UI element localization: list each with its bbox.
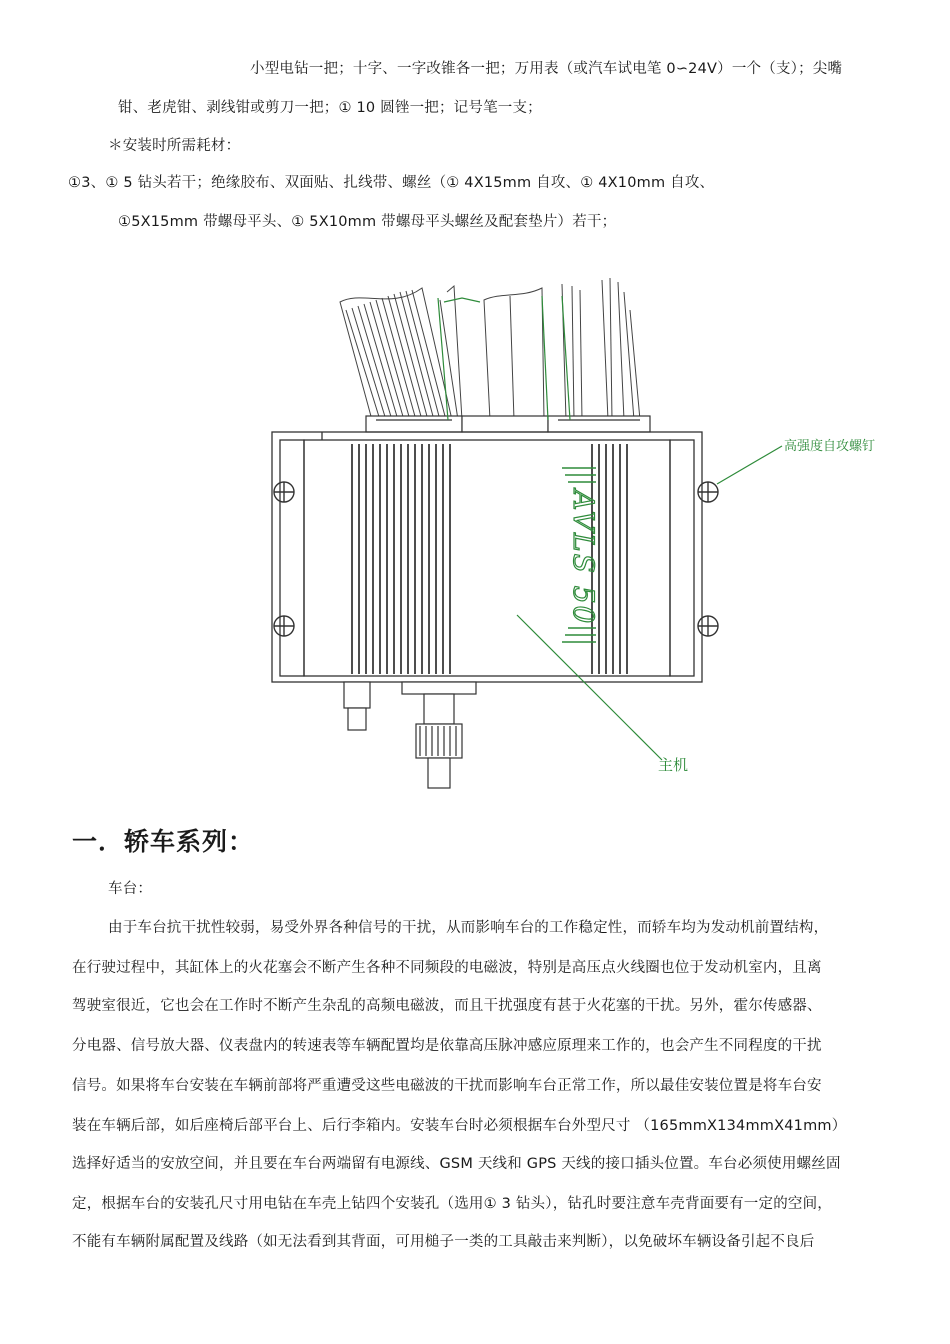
screw-label: 高强度自攻螺钉: [784, 439, 876, 454]
device-housing: [272, 432, 702, 682]
body-line: 不能有车辆附属配置及线路（如无法看到其背面，可用槌子一类的工具敲击来判断），以免破坏车辆设备引起不良后: [72, 1234, 815, 1250]
body-line: 信号。如果将车台安装在车辆前部将严重遭受这些电磁波的干扰而影响车台正常工作，所以最佳安装位置是将车台安: [72, 1078, 822, 1094]
bottom-connectors: [344, 682, 476, 788]
consumables-line-2: ①5X15mm 带螺母平头、① 5X10mm 带螺母平头螺丝及配套垫片）若干；: [118, 214, 617, 230]
cable-bundle-right: [562, 278, 640, 420]
cable-bundle-middle: [440, 286, 544, 420]
brand-mark: [562, 468, 600, 642]
body-line: 在行驶过程中，其缸体上的火花塞会不断产生各种不同频段的电磁波，特别是高压点火线圈也位于发动机室内，且离: [72, 960, 822, 976]
body-line: 驾驶室很近，它也会在工作时不断产生杂乱的高频电磁波，而且干扰强度有甚于火花塞的干扰。另外，霍尔传感器、: [72, 998, 822, 1014]
section-subheading: 车台：: [108, 881, 153, 897]
body-line: 定，根据车台的安装孔尺寸用电钻在车壳上钻四个安装孔（选用① 3 钻头），钻孔时要注意车壳背面要有一定的空间，: [72, 1196, 832, 1212]
body-line: 分电器、信号放大器、仪表盘内的转速表等车辆配置均是依靠高压脉冲感应原理来工作的，也会产生不同程度的干扰: [72, 1038, 822, 1054]
consumables-line-1: ①3、① 5 钻头若干；绝缘胶布、双面贴、扎线带、螺丝（① 4X15mm 自攻、① 4X10mm 自攻、: [68, 175, 715, 191]
tools-line-1: 小型电钻一把；十字、一字改锥各一把；万用表（或汽车试电笔 0∽24V）一个（支）；尖嘴: [250, 61, 843, 77]
consumables-title: ＊安装时所需耗材：: [108, 138, 241, 154]
brand-text: AVLS 50: [567, 490, 600, 626]
body-line: 由于车台抗干扰性较弱，易受外界各种信号的干扰，从而影响车台的工作稳定性，而轿车均为发动机前置结构，: [108, 920, 829, 936]
host-label: 主机: [658, 756, 689, 774]
connector-block: [366, 416, 650, 432]
leader-lines: [438, 296, 782, 760]
tools-line-2: 钳、老虎钳、剥线钳或剪刀一把；① 10 圆锉一把；记号笔一支；: [118, 100, 542, 116]
body-line: 选择好适当的安放空间，并且要在车台两端留有电源线、GSM 天线和 GPS 天线的接口插头位置。车台必须使用螺丝固: [72, 1156, 841, 1172]
cable-bundle-left: [340, 288, 452, 420]
device-diagram: [262, 270, 876, 800]
body-line: 装在车辆后部，如后座椅后部平台上、后行李箱内。安装车台时必须根据车台外型尺寸 （165mmX134mmX41mm）: [72, 1118, 847, 1134]
mounting-screws: [274, 482, 718, 636]
section-heading: 一．轿车系列：: [72, 827, 255, 856]
